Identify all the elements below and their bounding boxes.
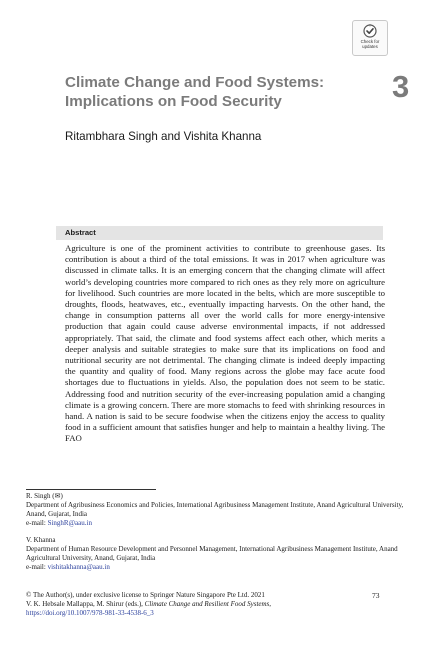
page-number: 73 bbox=[372, 591, 380, 600]
doi-link[interactable]: https://doi.org/10.1007/978-981-33-4538-6_3 bbox=[26, 608, 154, 617]
badge-line-2: updates bbox=[362, 44, 378, 49]
affiliation-khanna bbox=[26, 536, 406, 572]
citation-separator: , bbox=[269, 599, 272, 608]
author-department: Department of Agribusiness Economics and Policies, International Agribusiness Management Institute, Anand Agricultural University, Anand, Gujarat, India bbox=[26, 500, 404, 518]
check-for-updates-badge[interactable] bbox=[352, 20, 388, 56]
email-link[interactable]: SinghR@aau.in bbox=[47, 518, 92, 527]
badge-line-1: Check for bbox=[360, 39, 380, 44]
copyright-notice: © The Author(s), under exclusive license to Springer Nature Singapore Pte Ltd. 2021 bbox=[26, 591, 265, 599]
editors-citation: V. K. Hebsale Mallappa, M. Shirur (eds.), bbox=[26, 599, 145, 608]
check-for-updates-label bbox=[361, 39, 380, 49]
footnote-divider bbox=[26, 489, 156, 490]
email-label: e-mail: bbox=[26, 562, 48, 571]
email-label: e-mail: bbox=[26, 518, 48, 527]
author-name: V. Khanna bbox=[26, 536, 56, 544]
author-name: R. Singh (✉) bbox=[26, 492, 63, 500]
author-department: Department of Human Resource Development and Personnel Management, International Agribusiness Management Institute, Anand Agricultural University, Anand, Gujarat, India bbox=[26, 544, 398, 562]
book-title: Climate Change and Resilient Food Systems bbox=[144, 599, 270, 608]
chapter-authors: Ritambhara Singh and Vishita Khanna bbox=[65, 130, 262, 143]
abstract-heading: Abstract bbox=[65, 228, 96, 237]
abstract-text: Agriculture is one of the prominent activities to contribute to greenhouse gases. Its contribution is about a third of the total emissions. It was in 2017 when agriculture was discussed in climate talks. It is an emerging concern that the changing climate will affect world’s developing countries more compared to rich ones as they rely more on agriculture for livelihood. Such countries are more located in the belts, which are more susceptible to droughts, floods, heatwaves, etc., eventually impacting harvests. On the other hand, the change in consumption patterns all over the world calls for more energy-intensive production that again could cause adverse environmental impacts, if not addressed appropriately. That said, the climate and food systems affect each other, which merits a deeper analysis and suitable strategies to make sure that its implications on food and nutritional security are not detrimental. The changing climate is indeed deeply impacting the quantity and quality of food. Many regions across the globe may face acute food shortages due to fluctuations in yields. Also, the population does not seem to be static. Addressing food and nutrition security of the ever-increasing population amid a changing climate is a growing concern. There are more stomachs to feed with shrinking resources in hand. A nation is said to be secure foodwise when the citizens enjoy the access to quality food in a sufficient amount that satisfies hunger and help to maintain a healthy living. The FAO bbox=[65, 243, 385, 444]
chapter-title: Climate Change and Food Systems: Implications on Food Security bbox=[65, 74, 325, 110]
email-link[interactable]: vishitakhanna@aau.in bbox=[47, 562, 110, 571]
copyright-block bbox=[26, 591, 306, 618]
check-for-updates-icon bbox=[363, 24, 377, 38]
abstract-heading-bar bbox=[56, 226, 383, 240]
chapter-number: 3 bbox=[392, 69, 410, 104]
affiliation-singh bbox=[26, 492, 406, 528]
